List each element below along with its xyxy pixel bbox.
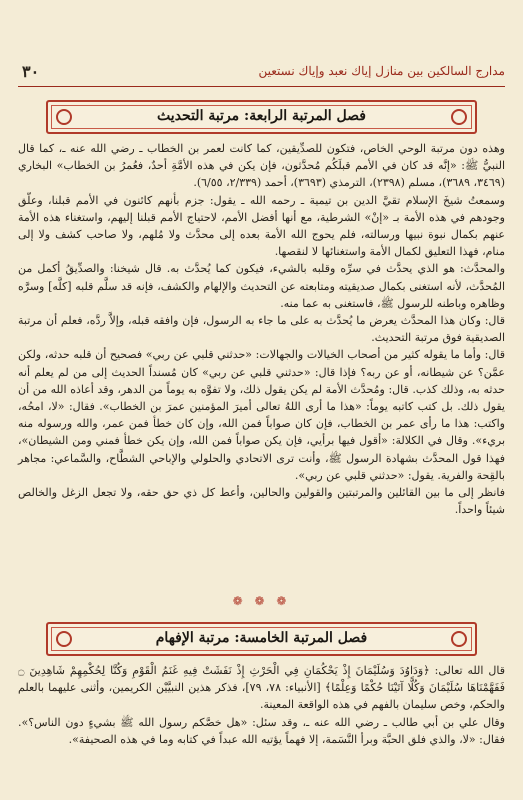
section-separator: ❁ ❁ ❁ [232,594,291,608]
section-title: فصل المرتبة الخامسة: مرتبة الإفهام [155,630,368,646]
page-header [18,64,505,87]
section-body [18,140,505,586]
paragraph: قال: وكان هذا المحدَّث يعرض ما يُحدَّث به على ما جاء به الرسول، فإن وافقه قبله، وإلاَّ ردَّه، فعلم أن مرتبة الصديقية فوق مرتبة التحديث. [18,314,505,345]
section-title: فصل المرتبة الرابعة: مرتبة التحديث [157,108,366,124]
paragraph: وهذه دون مرتبة الوحي الخاص، فتكون للصدِّيقين، كما كانت لعمر بن الخطاب ـ رضي الله عنه ـ، كما قال النبيُّ ﷺ: «إنَّه قد كان في الأمم قبلَكُم مُحدَّثون، فإن يكن في هذه الأمَّةِ أحدٌ، فعُمرُ بن الخطاب» البخاري (٣٤٦٩، ٣٦٨٩)، مسلم (٢٣٩٨)، الترمذي (٣٦٩٣)، أحمد (٢/٣٣٩، ٦/٥٥). [18,142,505,190]
paragraph: قال الله تعالى: ﴿وَدَاوُدَ وَسُلَيْمَانَ إِذْ يَحْكُمَانِ فِي الْحَرْثِ إِذْ نَفَشَتْ فِيهِ غَنَمُ الْقَوْمِ وَكُنَّا لِحُكْمِهِمْ شَاهِدِينَ ۝ فَفَهَّمْنَاهَا سُلَيْمَانَ وَكُلًّا آتَيْنَا حُكْمًا وَعِلْمًا﴾ [الأنبياء: ٧٨، ٧٩]، فذكر هذين النبيَّيْن الكريمين، وأثنى عليهما بالعلم والحكم، وخص سليمان بالفهم في هذه الواقعة المعينة. [18,664,505,712]
section-heading-box [46,622,477,656]
section-body [18,662,505,796]
section-heading-box [46,100,477,134]
ornament-icon [56,631,72,647]
paragraph: وسمعتُ شيخَ الإسلام تقيَّ الدين بن تيمية ـ رحمه الله ـ يقول: جزم بأنهم كائنون في الأمم قبلنا، وعلّق وجودهم في هذه الأمة بـ «إنْ» الشرطية، مع أنها أفضل الأمم، لاحتياج الأمم قبلنا إليهم، واستغناء هذه الأمة عنهم بكمال نبوة نبيها ورسالته، فلم يحوج الله الأمة بعده إلى محدَّث ولا مُلهم، ولا صاحب كشف ولا إلى منام، فهذا التعليق لكمال الأمة واستغنائها لا لنقصها. [18,193,505,259]
paragraph: وقال علي بن أبي طالب ـ رضي الله عنه ـ، وقد سئل: «هل خصَّكم رسول الله ﷺ بشيءٍ دون الناس؟». فقال: «لا، والذي فلق الحبَّة وبرأ النَّسَمة، إلا فهماً يؤتيه الله عبداً في كتابه وما في هذه الصحيفة». [18,715,505,746]
paragraph: والمحدَّث: هو الذي يحدَّث في سرِّه وقلبه بالشيء، فيكون كما يُحدَّث به. قال شيخنا: والصدِّيقُ أكمل من المُحدَّث، لأنه استغنى بكمال صديقيته ومتابعته عن التحديث والإلهام والكشف، فإنه قد سلَّم قلبه [كلَّه] وسرَّه وظاهره وباطنه للرسول ﷺ، فاستغنى به عما منه. [18,262,505,310]
running-title: مدارج السالكين بين منازل إياك نعبد وإياك نستعين [258,64,505,78]
paragraph: قال: وأما ما يقوله كثير من أصحاب الخيالات والجهالات: «حدثني قلبي عن ربي» فصحيح أن قلبه حدثه، ولكن عمَّن؟ عن شيطانه، أو عن ربه؟ فإذا قال: «حدثني قلبي عن ربي» كان مُسنداً الحديث إلى من لم يعلم أنه حدثه به، وذلك كذب. قال: ومُحدَّث الأمة لم يكن يقول ذلك، ولا تفوَّه به يوماً من الدهر، وقد أعاذه الله من أن يقول ذلك. بل كتب كاتبه يوماً: «هذا ما أرى اللهُ تعالى أميرَ المؤمنين عمرَ بن الخطاب». فقال: «لا، امحُه، واكتب: هذا ما رأى عمر بن الخطاب، فإن كان صواباً فمن الله، وإن كان خطأ فمن عمر، والله ورسوله منه بريء». وقال في الكلالة: «أقول فيها برأيي، فإن يكن صواباً فمن الله، وإن يكن خطأ فمني ومن الشيطان»، فهذا قول المحدَّث بشهادة الرسول ﷺ، وأنت ترى الاتحادي والحلولي والإباحي الشطَّاح، والسَّماعي: مجاهر بالقِحة والفرية. يقول: «حدثني قلبي عن ربي». [18,348,506,482]
paragraph: فانظر إلى ما بين القائلين والمرتبتين والقولين والحالين، وأعط كل ذي حق حقه، ولا تجعل الزغل والخالص شيئاً واحداً. [18,486,505,517]
ornament-icon [56,109,72,125]
page-number: ٣٠ [22,62,40,81]
